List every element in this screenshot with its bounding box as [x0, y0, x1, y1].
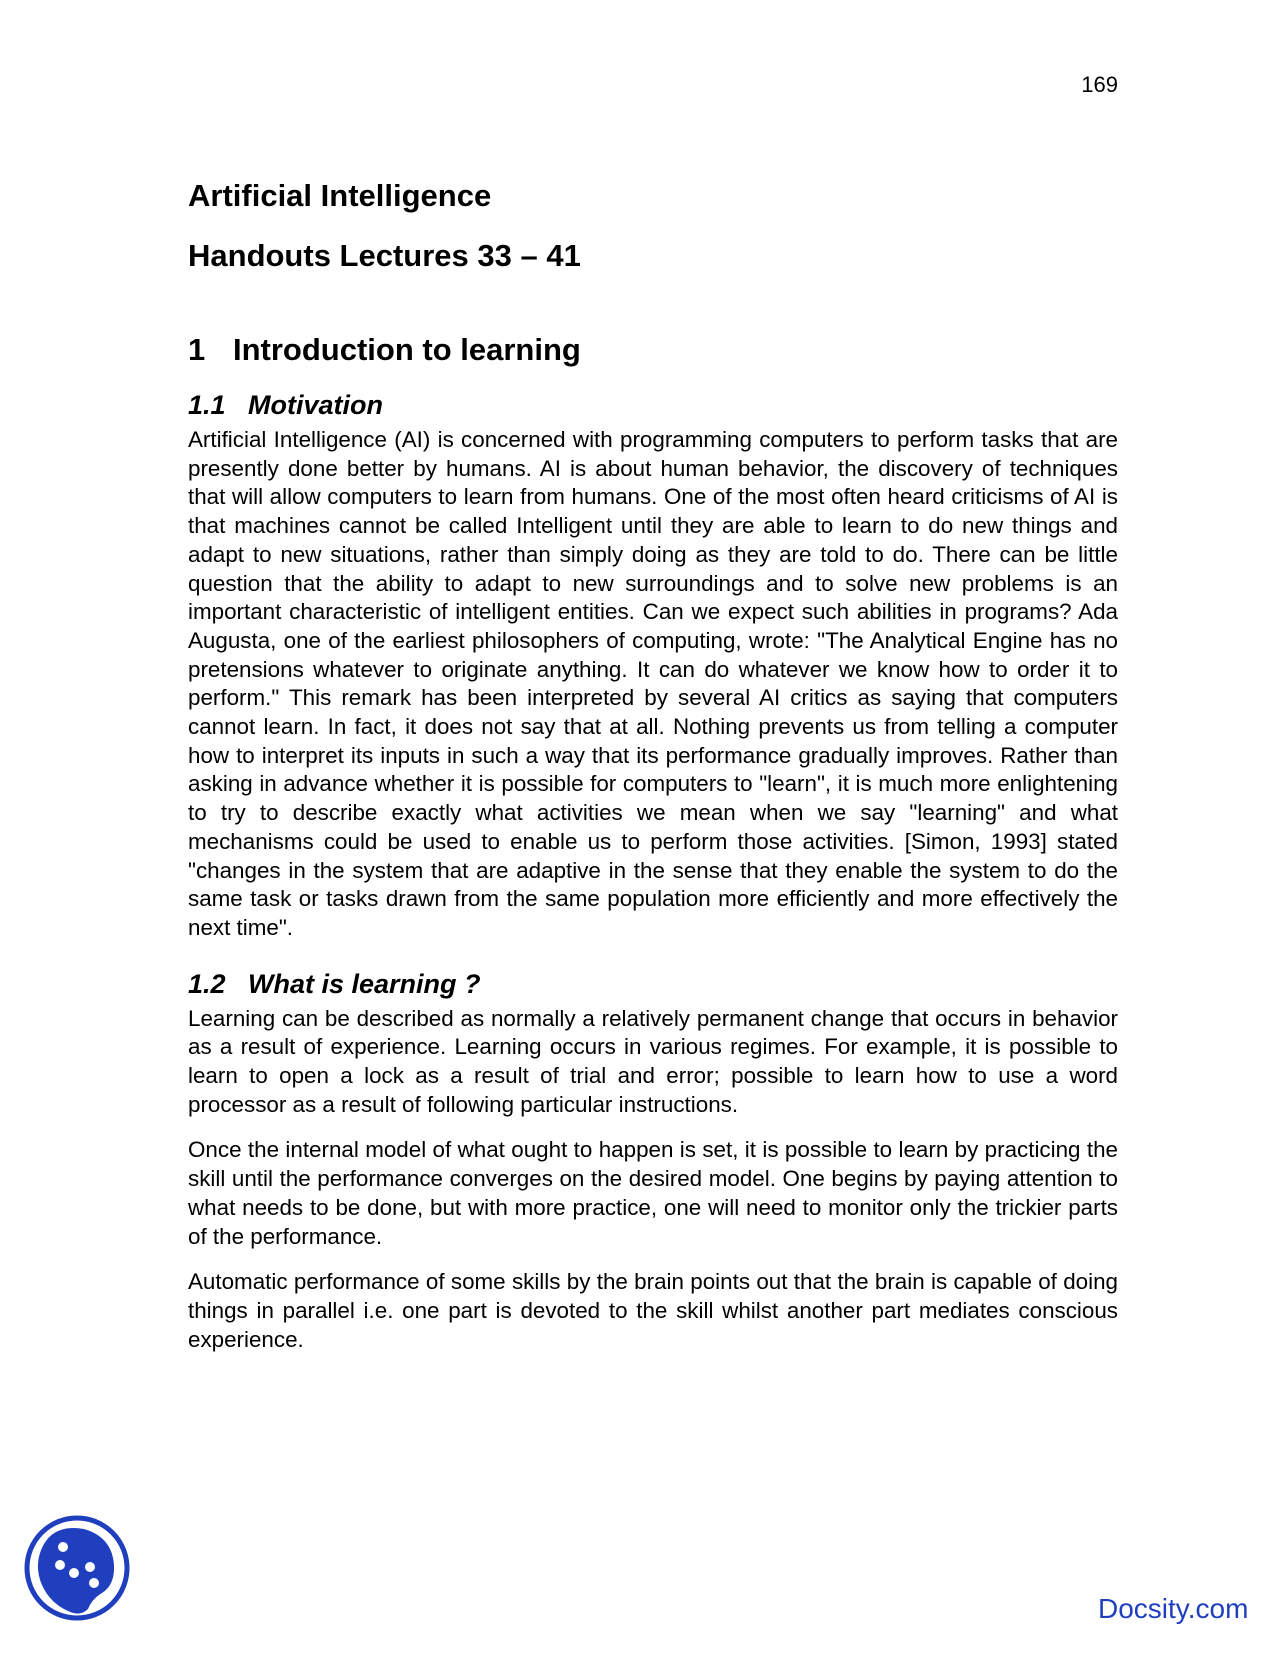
subsection-title: Motivation	[248, 390, 383, 420]
paragraph-motivation: Artificial Intelligence (AI) is concerned with programming computers to perform tasks that are presently done better by humans. AI is about human behavior, the discovery of techniques that will allow computers to learn from humans. One of the most often heard criticisms of AI is that machines cannot be called Intelligent until they are able to learn to do new things and adapt to new situations, rather than simply doing as they are told to do. There can be little question that the ability to adapt to new surroundings and to solve new problems is an important characteristic of intelligent entities. Can we expect such abilities in programs? Ada Augusta, one of the earliest philosophers of computing, wrote: "The Analytical Engine has no pretensions whatever to originate anything. It can do whatever we know how to order it to perform." This remark has been interpreted by several AI critics as saying that computers cannot learn. In fact, it does not say that at all. Nothing prevents us from telling a computer how to interpret its inputs in such a way that its performance gradually improves. Rather than asking in advance whether it is possible for computers to "learn", it is much more enlightening to try to describe exactly what activities we mean when we say "learning" and what mechanisms could be used to enable us to perform those activities. [Simon, 1993] stated "changes in the system that are adaptive in the sense that they enable the system to do the same task or tasks drawn from the same population more efficiently and more effectively the next time".	[188, 427, 1118, 940]
docsity-logo-icon[interactable]	[22, 1513, 132, 1623]
section-heading	[188, 330, 1118, 370]
section-number: 1	[188, 332, 206, 367]
page-number: 169	[1081, 72, 1118, 97]
subsection-number: 1.1	[188, 390, 226, 420]
subsection-heading-motivation	[188, 388, 1118, 422]
document-body	[188, 176, 1118, 1354]
document-title: Artificial Intelligence	[188, 178, 492, 213]
docsity-brand-link[interactable]: Docsity.com	[1098, 1593, 1249, 1624]
subsection-number: 1.2	[188, 968, 226, 999]
paragraph-learning-definition: Learning can be described as normally a relatively permanent change that occurs in behavior as a result of experience. Learning occurs in various regimes. For example, it is possible to learn to open a lock as a result of trial and error; possible to learn how to use a word processor as a result of following particular instructions.	[188, 1005, 1118, 1117]
subsection-title: What is learning ?	[248, 968, 481, 999]
section-title: Introduction to learning	[233, 332, 581, 367]
subsection-heading-what-is-learning	[188, 967, 1118, 1001]
document-subtitle: Handouts Lectures 33 – 41	[188, 238, 581, 273]
paragraph-automatic-performance: Automatic performance of some skills by the brain points out that the brain is capable of doing things in parallel i.e. one part is devoted to the skill whilst another part mediates conscious experience.	[188, 1269, 1118, 1352]
paragraph-internal-model: Once the internal model of what ought to happen is set, it is possible to learn by practicing the skill until the performance converges on the desired model. One begins by paying attention to what needs to be done, but with more practice, one will need to monitor only the trickier parts of the performance.	[188, 1137, 1118, 1249]
